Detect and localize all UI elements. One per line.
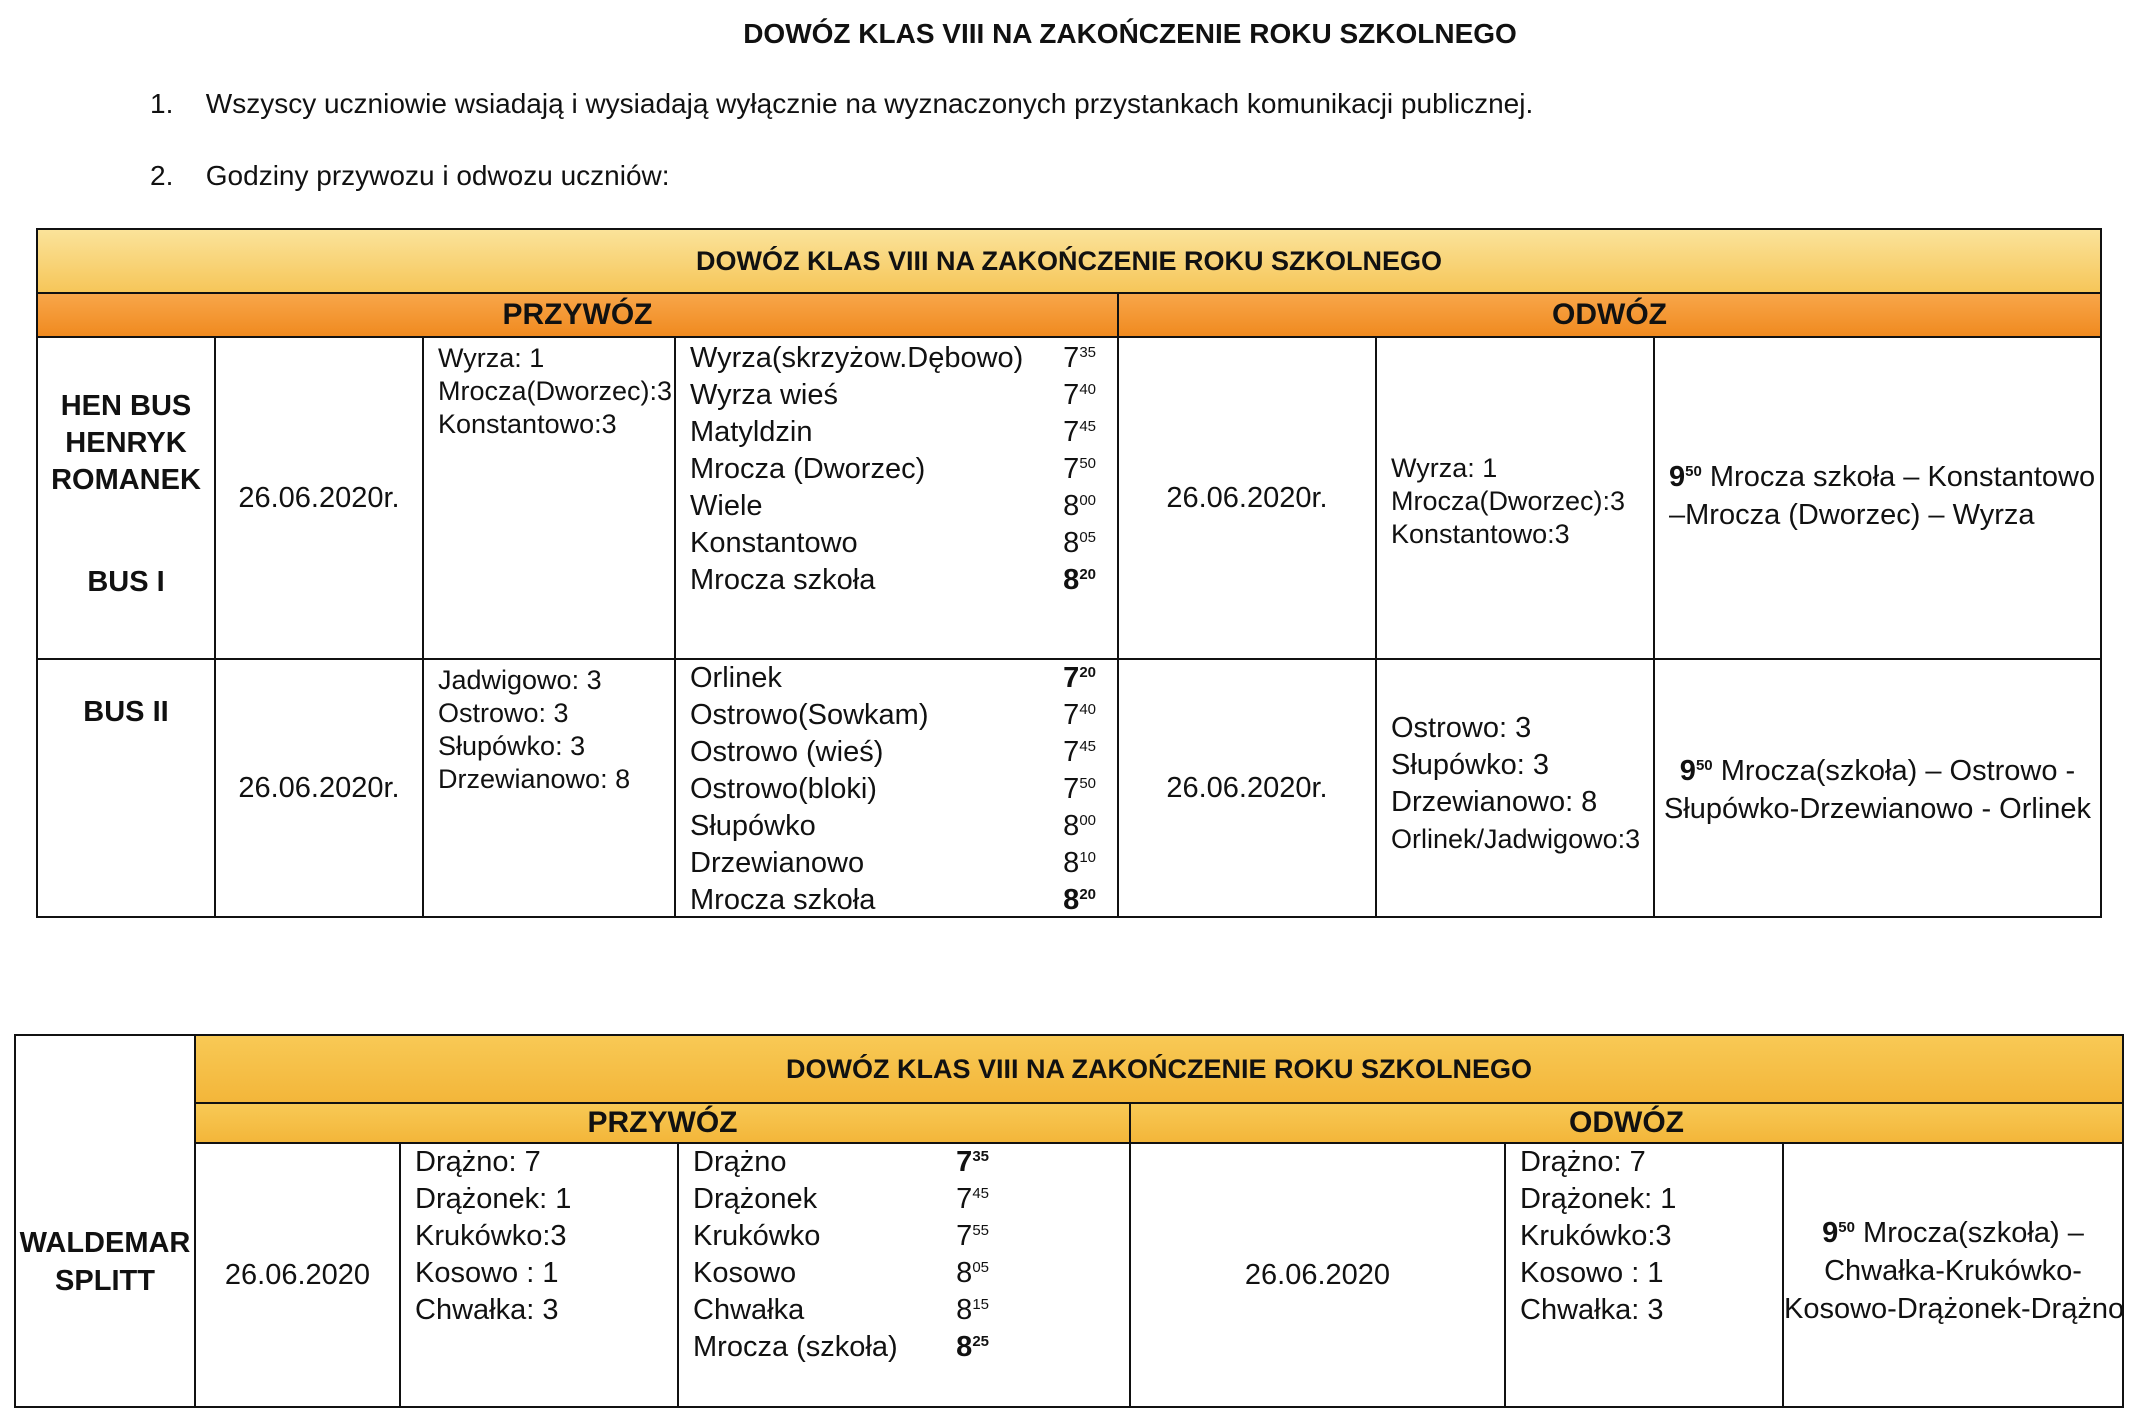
stop-name: Kosowo	[693, 1257, 797, 1289]
counts-in-cell	[399, 1142, 679, 1408]
stop-time: $8^{25}$	[956, 1331, 989, 1363]
count-line: Orlinek/Jadwigowo:3	[1391, 824, 1641, 854]
route-line: $9^{50}$ Mrocza(szkoła) – Ostrowo -	[1679, 755, 2076, 787]
stop-time: $7^{45}$	[956, 1183, 989, 1215]
date-out: 26.06.2020	[1244, 1258, 1391, 1291]
count-line: Wyrza: 1	[438, 343, 545, 373]
counts-out-cell	[1375, 658, 1655, 918]
stop-time: $7^{35}$	[956, 1146, 989, 1178]
stop-name: Drzewianowo	[690, 847, 865, 879]
route-line: $9^{50}$ Mrocza(szkoła) –	[1822, 1217, 2084, 1249]
carrier-name-line: SPLITT	[55, 1265, 155, 1297]
date-in-cell	[214, 336, 424, 660]
stop-name: Drążno	[693, 1146, 787, 1178]
counts-out-cell	[1504, 1142, 1784, 1408]
przywoz-header: PRZYWÓZ	[36, 292, 1119, 338]
count-line: Kosowo : 1	[1520, 1257, 1664, 1289]
count-line: Chwałka: 3	[1520, 1294, 1664, 1326]
date-in: 26.06.2020	[224, 1258, 371, 1291]
stop-name: Mrocza szkoła	[690, 884, 876, 916]
stop-name: Wyrza(skrzyżow.Dębowo)	[690, 342, 1024, 374]
przywoz-header: PRZYWÓZ	[194, 1102, 1131, 1144]
stop-name: Chwałka	[693, 1294, 805, 1326]
date-in-cell	[194, 1142, 401, 1408]
stops-cell	[677, 1142, 1131, 1408]
carrier-name-line: HEN BUS	[60, 390, 192, 422]
carrier-cell	[36, 336, 216, 660]
counts-out-cell	[1375, 336, 1655, 660]
schedule-table-1	[36, 228, 2102, 918]
count-line: Drążonek: 1	[415, 1183, 572, 1215]
stop-name: Słupówko	[690, 810, 816, 842]
route-line: $9^{50}$ Mrocza szkoła – Konstantowo	[1669, 461, 2096, 493]
date-out-cell	[1117, 658, 1377, 918]
count-line: Wyrza: 1	[1391, 453, 1498, 483]
carrier-name-line: ROMANEK	[51, 464, 201, 496]
stop-time: $7^{55}$	[956, 1220, 989, 1252]
bus-label: BUS II	[83, 696, 169, 728]
count-line: Drążno: 7	[1520, 1146, 1646, 1178]
odwoz-header: ODWÓZ	[1117, 292, 2102, 338]
date-in: 26.06.2020r.	[238, 481, 400, 514]
date-out: 26.06.2020r.	[1166, 771, 1328, 804]
count-line: Słupówko: 3	[438, 731, 586, 761]
stop-name: Ostrowo(Sowkam)	[690, 699, 929, 731]
route-line: Kosowo-Drążonek-Drążno	[1784, 1293, 2125, 1325]
route-out-cell	[1782, 1142, 2124, 1408]
count-line: Słupówko: 3	[1391, 749, 1549, 781]
odwoz-header: ODWÓZ	[1129, 1102, 2124, 1144]
stops-cell	[674, 658, 1119, 918]
route-line: Słupówko-Drzewianowo - Orlinek	[1663, 793, 2092, 825]
carrier-cell	[14, 1034, 196, 1408]
count-line: Konstantowo:3	[1391, 519, 1570, 549]
stop-time: $7^{50}$	[1063, 453, 1096, 485]
table-title: DOWÓZ KLAS VIII NA ZAKOŃCZENIE ROKU SZKOLNEGO	[194, 1034, 2124, 1104]
count-line: Krukówko:3	[415, 1220, 567, 1252]
stop-name: Mrocza szkoła	[690, 564, 876, 596]
date-in-cell	[214, 658, 424, 918]
stop-name: Drążonek	[693, 1183, 818, 1215]
date-out-cell	[1129, 1142, 1506, 1408]
count-line: Ostrowo: 3	[1391, 712, 1532, 744]
stop-time: $8^{00}$	[1063, 490, 1096, 522]
stop-name: Mrocza (szkoła)	[693, 1331, 898, 1363]
stop-name: Mrocza (Dworzec)	[690, 453, 926, 485]
count-line: Drążno: 7	[415, 1146, 541, 1178]
date-in: 26.06.2020r.	[238, 771, 400, 804]
route-out-cell	[1653, 658, 2102, 918]
stop-time: $7^{20}$	[1063, 662, 1096, 694]
carrier-name-line: WALDEMAR	[19, 1227, 191, 1259]
stop-time: $7^{35}$	[1063, 342, 1096, 374]
stop-time: $8^{20}$	[1063, 884, 1096, 916]
list-item-text: Godziny przywozu i odwozu uczniów:	[205, 160, 670, 191]
stop-time: $8^{15}$	[956, 1294, 989, 1326]
route-out-cell	[1653, 336, 2102, 660]
date-out: 26.06.2020r.	[1166, 481, 1328, 514]
count-line: Kosowo : 1	[415, 1257, 559, 1289]
stop-name: Ostrowo (wieś)	[690, 736, 884, 768]
stop-name: Orlinek	[690, 662, 782, 694]
stop-time: $8^{20}$	[1063, 564, 1096, 596]
counts-in-cell	[422, 336, 676, 660]
count-line: Mrocza(Dworzec):3	[438, 376, 673, 406]
count-line: Drzewianowo: 8	[438, 764, 631, 794]
count-line: Chwałka: 3	[415, 1294, 559, 1326]
count-line: Drzewianowo: 8	[1391, 786, 1598, 818]
stops-cell	[674, 336, 1119, 660]
stop-time: $8^{10}$	[1063, 847, 1096, 879]
list-item	[150, 88, 1533, 120]
count-line: Krukówko:3	[1520, 1220, 1672, 1252]
stop-name: Wiele	[690, 490, 763, 522]
count-line: Jadwigowo: 3	[438, 665, 602, 695]
stop-name: Matyldzin	[690, 416, 813, 448]
count-line: Drążonek: 1	[1520, 1183, 1677, 1215]
list-item-number: 1.	[150, 88, 174, 119]
schedule-table-2	[14, 1034, 2124, 1408]
stop-time: $7^{40}$	[1063, 379, 1096, 411]
page-title: DOWÓZ KLAS VIII NA ZAKOŃCZENIE ROKU SZKOLNEGO	[743, 18, 1517, 49]
route-line: –Mrocza (Dworzec) – Wyrza	[1669, 499, 2035, 531]
list-item	[150, 160, 670, 192]
bus-label: BUS I	[87, 566, 165, 598]
route-line: Chwałka-Krukówko-	[1824, 1255, 2082, 1287]
count-line: Konstantowo:3	[438, 409, 617, 439]
stop-name: Krukówko	[693, 1220, 821, 1252]
count-line: Mrocza(Dworzec):3	[1391, 486, 1626, 516]
stop-name: Konstantowo	[690, 527, 858, 559]
carrier-name-line: HENRYK	[65, 427, 187, 459]
counts-in-cell	[422, 658, 676, 918]
carrier-cell	[36, 658, 216, 918]
count-line: Ostrowo: 3	[438, 698, 569, 728]
stop-time: $7^{40}$	[1063, 699, 1096, 731]
stop-time: $7^{45}$	[1063, 416, 1096, 448]
stop-name: Wyrza wieś	[690, 379, 838, 411]
date-out-cell	[1117, 336, 1377, 660]
stop-name: Ostrowo(bloki)	[690, 773, 877, 805]
table-title: DOWÓZ KLAS VIII NA ZAKOŃCZENIE ROKU SZKOLNEGO	[36, 228, 2102, 294]
stop-time: $8^{05}$	[1063, 527, 1096, 559]
stop-time: $8^{05}$	[956, 1257, 989, 1289]
list-item-text: Wszyscy uczniowie wsiadają i wysiadają wyłącznie na wyznaczonych przystankach komunikacji publicznej.	[205, 88, 1534, 119]
stop-time: $8^{00}$	[1063, 810, 1096, 842]
stop-time: $7^{50}$	[1063, 773, 1096, 805]
list-item-number: 2.	[150, 160, 174, 191]
stop-time: $7^{45}$	[1063, 736, 1096, 768]
